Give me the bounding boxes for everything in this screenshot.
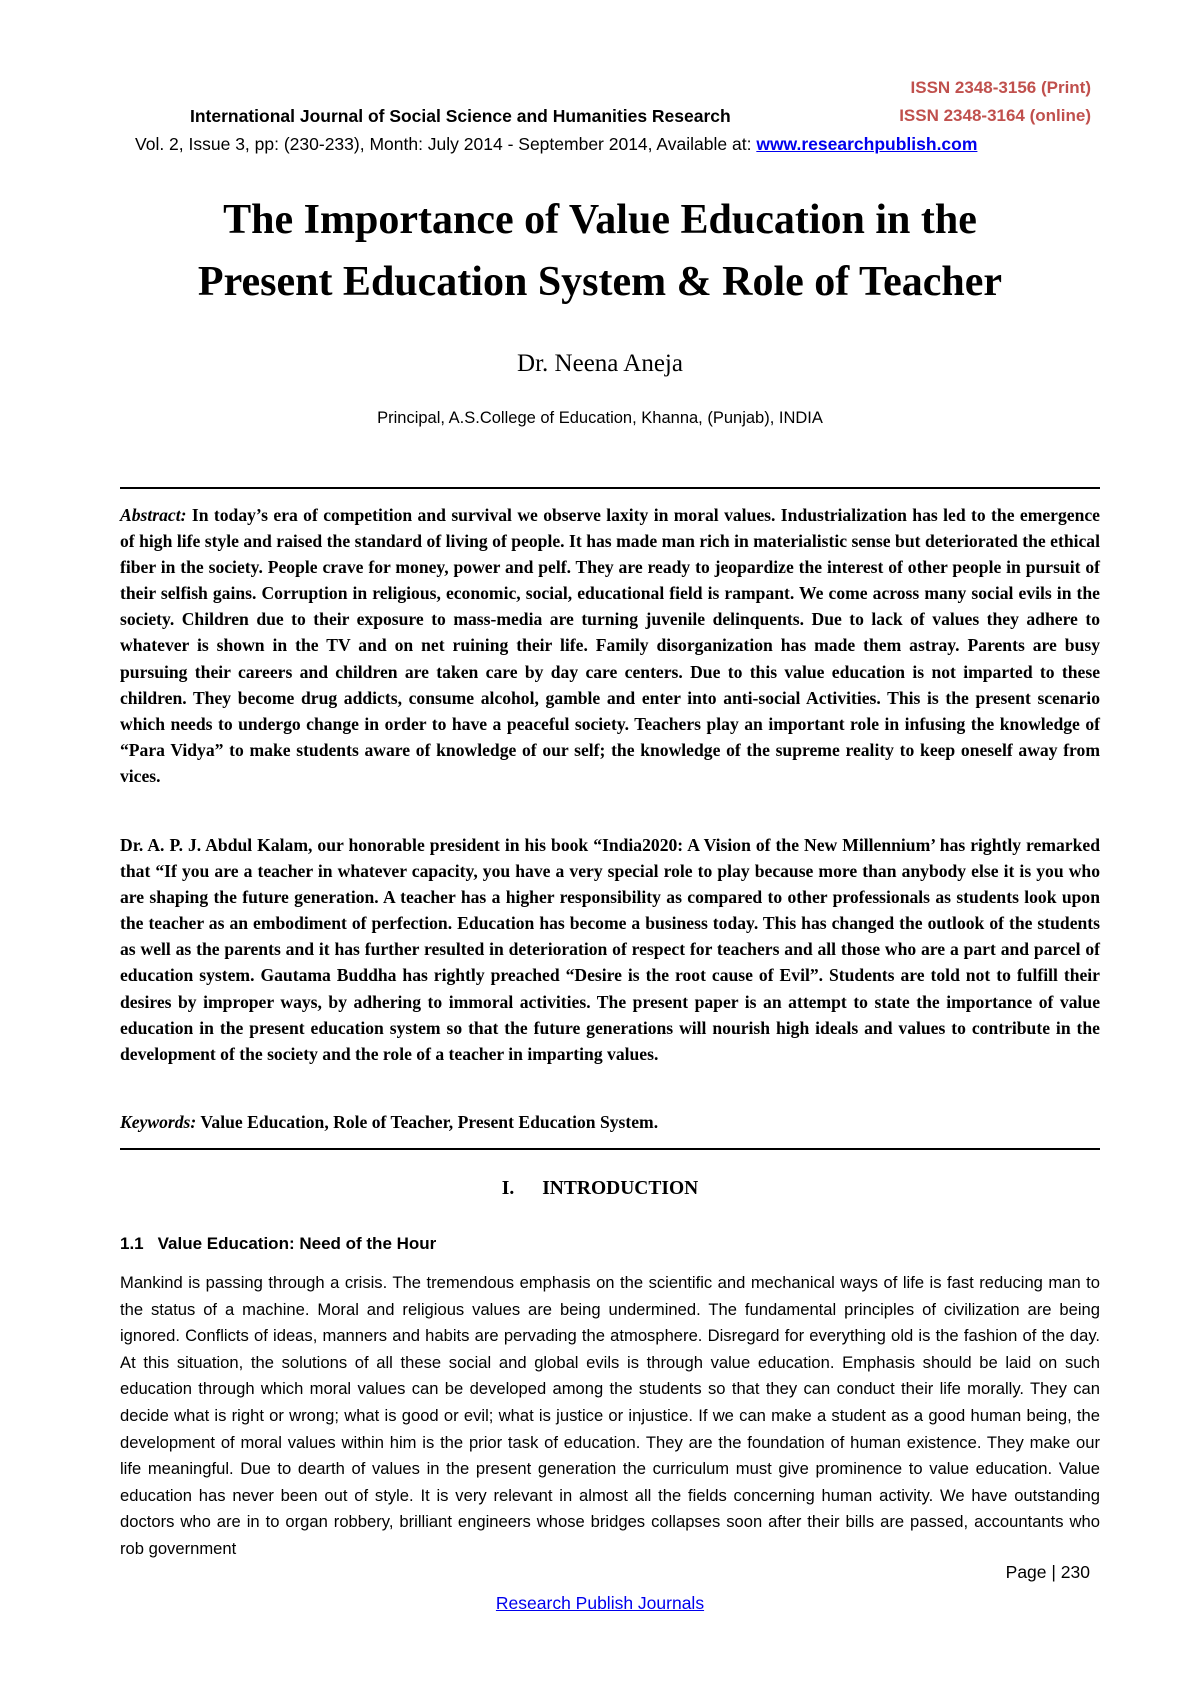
paper-title-line-1: The Importance of Value Education in the [223, 197, 977, 243]
abstract-label: Abstract: [120, 505, 187, 525]
keywords [120, 1112, 1100, 1133]
abstract-bottom-rule [120, 1148, 1100, 1150]
section-heading [0, 1178, 1200, 1200]
body-paragraph: Mankind is passing through a crisis. The tremendous emphasis on the scientific and mechanical ways of life is fast reducing man to the status of a machine. Moral and religious values are being undermined. The fundamental principles of civilization are being ignored. Conflicts of ideas, manners and habits are pervading the atmosphere. Disregard for everything old is the fashion of the day. At this situation, the solutions of all these social and global evils is through value education. Emphasis should be laid on such education through which moral values can be developed among the students so that they can conduct their life morally. They can decide what is right or wrong; what is good or evil; what is justice or injustice. If we can make a student as a good human being, the development of moral values within him is the prior task of education. They are the foundation of human existence. They make our life meaningful. Due to dearth of values in the present generation the curriculum must give prominence to value education. Value education has never been out of style. It is very relevant in almost all the fields concerning human activity. We have outstanding doctors who are in to organ robbery, brilliant engineers whose bridges collapses soon after their bills are passed, accountants who rob government [120, 1273, 1100, 1558]
paper-title-line-2: Present Education System & Role of Teacher [197, 259, 1003, 305]
section-title: INTRODUCTION [542, 1178, 699, 1199]
keywords-text: Value Education, Role of Teacher, Present Education System. [200, 1112, 659, 1132]
abstract-paragraph [120, 502, 1100, 789]
author-name: Dr. Neena Aneja [517, 350, 683, 377]
keywords-label: Keywords: [120, 1112, 197, 1132]
page-number: Page | 230 [1005, 1562, 1090, 1582]
subsection-title: Value Education: Need of the Hour [157, 1234, 437, 1253]
abstract-top-rule [120, 487, 1100, 489]
volume-text: Vol. 2, Issue 3, pp: (230-233), Month: July 2014 - September 2014, Available at: [135, 134, 752, 154]
issn-print: ISSN 2348-3156 (Print) [910, 78, 1091, 97]
section-number: I. [501, 1178, 515, 1199]
abstract-paragraph-2: Dr. A. P. J. Abdul Kalam, our honorable president in his book “India2020: A Vision of the New Millennium’ has rightly remarked that “If you are a teacher in whatever capacity, you have a very special role to play because more than anybody else it is you who are shaping the future generation. A teacher has a higher responsibility as compared to other professionals as students look upon the teacher as an embodiment of perfection. Education has become a business today. This has changed the outlook of the students as well as the parents and it has further resulted in deterioration of respect for teachers and all those who are a part and parcel of education system. Gautama Buddha has rightly preached “Desire is the root cause of Evil”. Students are told not to fulfill their desires by improper ways, by adhering to immoral activities. The present paper is an attempt to state the importance of value education in the present education system so that the future generations will nourish high ideals and values to contribute in the development of the society and the role of a teacher in imparting values. [120, 835, 1100, 1064]
footer-journal-link[interactable]: Research Publish Journals [495, 1593, 705, 1613]
subsection-heading [120, 1234, 436, 1254]
subsection-number: 1.1 [120, 1234, 144, 1253]
abstract-text: In today’s era of competition and survival we observe laxity in moral values. Industrialization has led to the emergence of high life style and raised the standard of living of people. It has made man rich in materialistic sense but deteriorated the ethical fiber in the society. People crave for money, power and pelf. They are ready to jeopardize the interest of other people in pursuit of their selfish gains. Corruption in religious, economic, social, educational field is rampant. We come across many social evils in the society. Children due to their exposure to mass-media are turning juvenile delinquents. Due to lack of values they adhere to whatever is shown in the TV and on net ruining their life. Family disorganization has made them astray. Parents are busy pursuing their careers and children are taken care by day care centers. Due to this value education is not imparted to these children. They become drug addicts, consume alcohol, gamble and enter into anti-social Activities. This is the present scenario which needs to undergo change in order to have a peaceful society. Teachers play an important role in infusing the knowledge of “Para Vidya” to make students aware of knowledge of our self; the knowledge of the supreme reality to keep oneself away from vices. [120, 505, 1100, 786]
journal-url-link[interactable]: www.researchpublish.com [756, 134, 978, 154]
issn-online: ISSN 2348-3164 (online) [899, 106, 1091, 125]
journal-name: International Journal of Social Science and Humanities Research [190, 106, 731, 126]
footer [0, 1593, 1200, 1614]
volume-line [135, 134, 977, 155]
author-affiliation: Principal, A.S.College of Education, Khanna, (Punjab), INDIA [377, 409, 823, 427]
